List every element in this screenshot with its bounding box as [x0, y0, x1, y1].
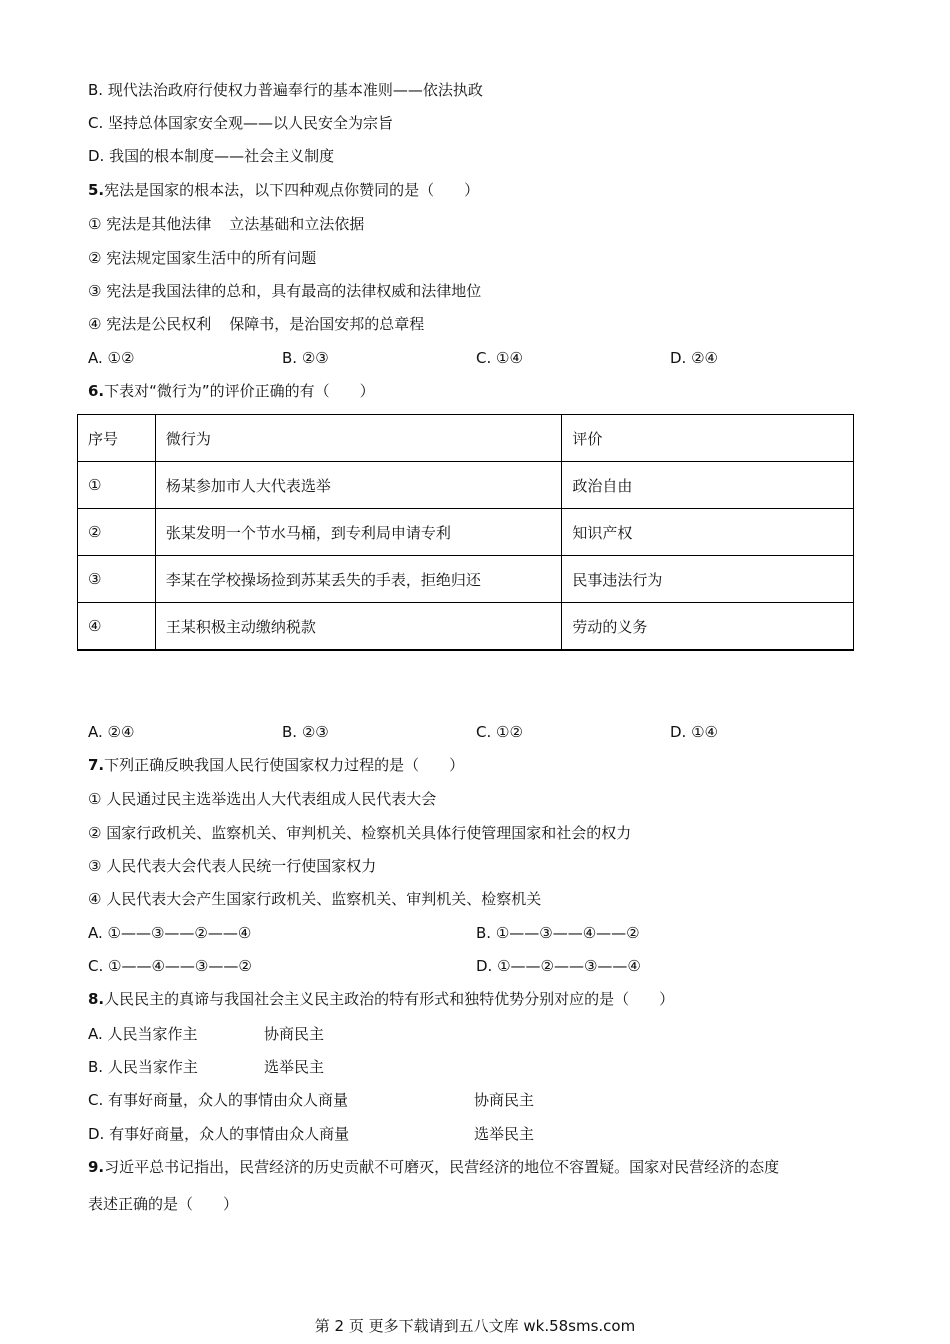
q8-option-d-left: D. 有事好商量，众人的事情由众人商量	[88, 1125, 350, 1143]
q8-number: 8.	[88, 990, 105, 1008]
table-cell: ④	[78, 603, 156, 651]
table-cell: 杨某参加市人大代表选举	[155, 462, 561, 509]
table-cell: 张某发明一个节水马桶，到专利局申请专利	[155, 509, 561, 556]
q7-statement-2: ② 国家行政机关、监察机关、审判机关、检察机关具体行使管理国家和社会的权力	[88, 824, 632, 842]
q5-s4-part1: ④ 宪法是公民权利	[88, 315, 212, 333]
q7-option-a: A. ①——③——②——④	[88, 924, 252, 942]
table-row	[78, 509, 854, 556]
q8-option-d-right: 选举民主	[474, 1125, 535, 1143]
q6-stem	[88, 381, 375, 401]
table-cell: 李某在学校操场捡到苏某丢失的手表，拒绝归还	[155, 556, 561, 603]
table-row	[78, 603, 854, 651]
q5-statement-3: ③ 宪法是我国法律的总和，具有最高的法律权威和法律地位	[88, 282, 482, 300]
q7-option-c: C. ①——④——③——②	[88, 957, 252, 975]
q8-option-c-left: C. 有事好商量，众人的事情由众人商量	[88, 1091, 349, 1109]
q8-option-b-right: 选举民主	[264, 1058, 325, 1076]
q5-s1-part1: ① 宪法是其他法律	[88, 215, 212, 233]
q8-stem	[88, 989, 674, 1009]
q5-statement-4	[88, 314, 424, 334]
q8-option-b-left: B. 人民当家作主	[88, 1058, 198, 1076]
q5-statement-2: ② 宪法规定国家生活中的所有问题	[88, 249, 317, 267]
table-cell: ③	[78, 556, 156, 603]
table-header-cell: 微行为	[155, 415, 561, 462]
q6-number: 6.	[88, 382, 105, 400]
q7-number: 7.	[88, 756, 105, 774]
table-header-cell: 评价	[562, 415, 854, 462]
table-header-cell: 序号	[78, 415, 156, 462]
q5-option-d: D. ②④	[670, 349, 718, 367]
q4-option-b: B. 现代法治政府行使权力普遍奉行的基本准则——依法执政	[88, 81, 483, 99]
table-cell: 劳动的义务	[562, 603, 854, 651]
table-row	[78, 462, 854, 509]
q7-option-b: B. ①——③——④——②	[476, 924, 640, 942]
table-cell: 民事违法行为	[562, 556, 854, 603]
q4-option-d: D. 我国的根本制度——社会主义制度	[88, 147, 335, 165]
q5-s4-part2: 保障书，是治国安邦的总章程	[229, 315, 425, 333]
q5-stem	[88, 180, 479, 200]
q6-option-d: D. ①④	[670, 723, 718, 741]
table-cell: 知识产权	[562, 509, 854, 556]
q7-statement-1: ① 人民通过民主选举选出人大代表组成人民代表大会	[88, 790, 437, 808]
q8-option-c-right: 协商民主	[474, 1091, 535, 1109]
q7-statement-3: ③ 人民代表大会代表人民统一行使国家权力	[88, 857, 377, 875]
q5-stem-text: 宪法是国家的根本法，以下四种观点你赞同的是（ ）	[104, 181, 480, 199]
q7-stem	[88, 755, 464, 775]
q8-option-a-right: 协商民主	[264, 1025, 325, 1043]
q5-option-c: C. ①④	[476, 349, 523, 367]
q7-option-d: D. ①——②——③——④	[476, 957, 641, 975]
q6-option-c: C. ①②	[476, 723, 523, 741]
q6-table	[77, 414, 854, 651]
q5-number: 5.	[88, 181, 105, 199]
q5-statement-1	[88, 214, 364, 234]
q5-option-b: B. ②③	[282, 349, 329, 367]
table-row	[78, 556, 854, 603]
q6-option-a: A. ②④	[88, 723, 135, 741]
q9-stem-line-1	[88, 1157, 779, 1177]
q9-stem-line-2: 表述正确的是（ ）	[88, 1195, 239, 1213]
q4-option-c: C. 坚持总体国家安全观——以人民安全为宗旨	[88, 114, 394, 132]
table-cell: ②	[78, 509, 156, 556]
table-cell: ①	[78, 462, 156, 509]
table-cell: 政治自由	[562, 462, 854, 509]
q9-number: 9.	[88, 1158, 105, 1176]
q7-statement-4: ④ 人民代表大会产生国家行政机关、监察机关、审判机关、检察机关	[88, 890, 542, 908]
q7-stem-text: 下列正确反映我国人民行使国家权力过程的是（ ）	[104, 756, 465, 774]
q6-option-b: B. ②③	[282, 723, 329, 741]
q8-stem-text: 人民民主的真谛与我国社会主义民主政治的特有形式和独特优势分别对应的是（ ）	[104, 990, 675, 1008]
table-cell: 王某积极主动缴纳税款	[155, 603, 561, 651]
q6-stem-text: 下表对“微行为”的评价正确的有（ ）	[104, 382, 375, 400]
q9-stem-text: 习近平总书记指出，民营经济的历史贡献不可磨灭，民营经济的地位不容置疑。国家对民营经济的态度	[104, 1158, 780, 1176]
page-footer: 第 2 页 更多下载请到五八文库 wk.58sms.com	[314, 1317, 636, 1335]
table-header-row	[78, 415, 854, 462]
q5-option-a: A. ①②	[88, 349, 135, 367]
q8-option-a-left: A. 人民当家作主	[88, 1025, 198, 1043]
q5-s1-part2: 立法基础和立法依据	[229, 215, 365, 233]
